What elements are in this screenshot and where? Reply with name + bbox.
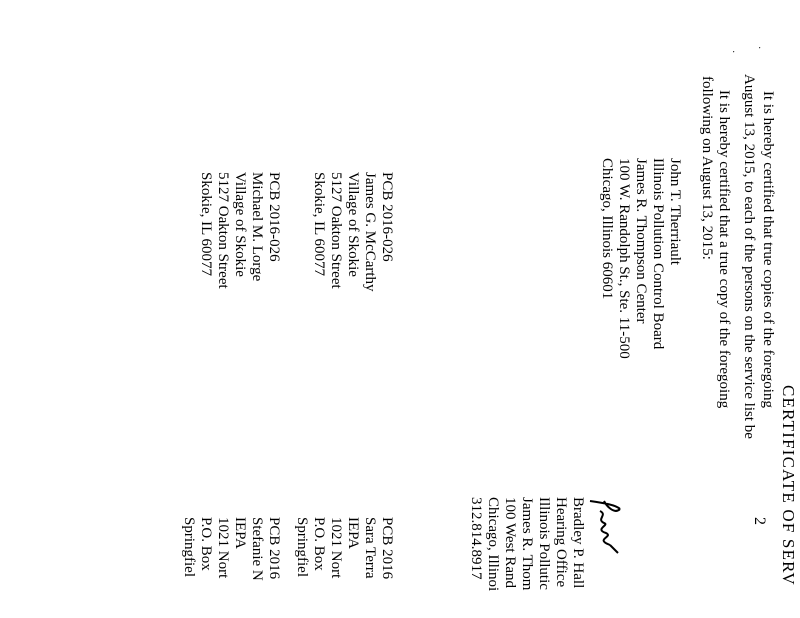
address-line: IEPA <box>345 517 361 549</box>
address-block-skokie-lorge <box>197 172 282 289</box>
address-line: PCB 2016 <box>379 517 395 580</box>
address-line: James G. McCarthy <box>362 172 378 292</box>
address-line: Hearing Office <box>553 497 569 588</box>
address-line: James R. Thompson Center <box>633 158 649 324</box>
address-block-skokie-mccarthy <box>310 172 395 292</box>
address-line: Bradley P. Hall <box>570 497 586 589</box>
address-line: PCB 2016 <box>266 517 282 580</box>
address-line: P.O. Box <box>198 517 214 571</box>
page-number: 2 <box>751 517 768 525</box>
scan-speck: · <box>753 46 764 50</box>
certification-line-1: It is hereby certified that a true copy of the foregoing <box>716 90 732 409</box>
address-line: IEPA <box>232 517 248 549</box>
address-line: 5127 Oakton Street <box>215 172 231 289</box>
address-line: Stefanie N <box>249 517 265 581</box>
address-line: Chicago, Illinois 60601 <box>599 158 615 300</box>
address-line: 312.814.8917 <box>468 497 484 580</box>
page-title: CERTIFICATE OF SERV <box>779 385 798 586</box>
address-line: P.O. Box <box>311 517 327 571</box>
address-line: Springfiel <box>181 517 197 577</box>
address-line: Illinois Pollution Control Board <box>650 158 666 350</box>
intro-line-2: August 13, 2015, to each of the persons on the service list be <box>741 74 757 439</box>
address-line: 1021 Nort <box>215 517 231 579</box>
address-block-iepa-terra <box>293 517 395 579</box>
address-line: Chicago, Illinoi <box>485 497 501 592</box>
signature <box>584 497 624 557</box>
address-block-iepa-stefanie <box>180 517 282 581</box>
address-line: Springfiel <box>294 517 310 577</box>
address-line: Sara Terra <box>362 517 378 579</box>
scan-speck: · <box>727 50 738 54</box>
address-line: PCB 2016-026 <box>379 172 395 262</box>
address-line: Village of Skokie <box>345 172 361 277</box>
address-line: 100 West Rand <box>502 497 518 589</box>
address-block-hearing-officer <box>467 497 586 591</box>
address-line: Michael M. Lorge <box>249 172 265 282</box>
address-line: Skokie, IL 60077 <box>311 172 327 277</box>
address-line: James R. Thom <box>519 497 535 591</box>
address-line: Illinois Pollutic <box>536 497 552 590</box>
address-line: Village of Skokie <box>232 172 248 277</box>
address-line: 5127 Oakton Street <box>328 172 344 289</box>
address-line: PCB 2016-026 <box>266 172 282 262</box>
address-line: 100 W. Randolph St., Ste. 11-500 <box>616 158 632 359</box>
address-line: Skokie, IL 60077 <box>198 172 214 277</box>
address-block-board <box>598 158 683 359</box>
certification-line-2: following on August 13, 2015: <box>699 76 715 260</box>
address-line: John T. Therriault <box>667 158 683 266</box>
address-line: 1021 Nort <box>328 517 344 579</box>
intro-line-1: It is hereby certified that true copies of the foregoing <box>760 91 776 408</box>
